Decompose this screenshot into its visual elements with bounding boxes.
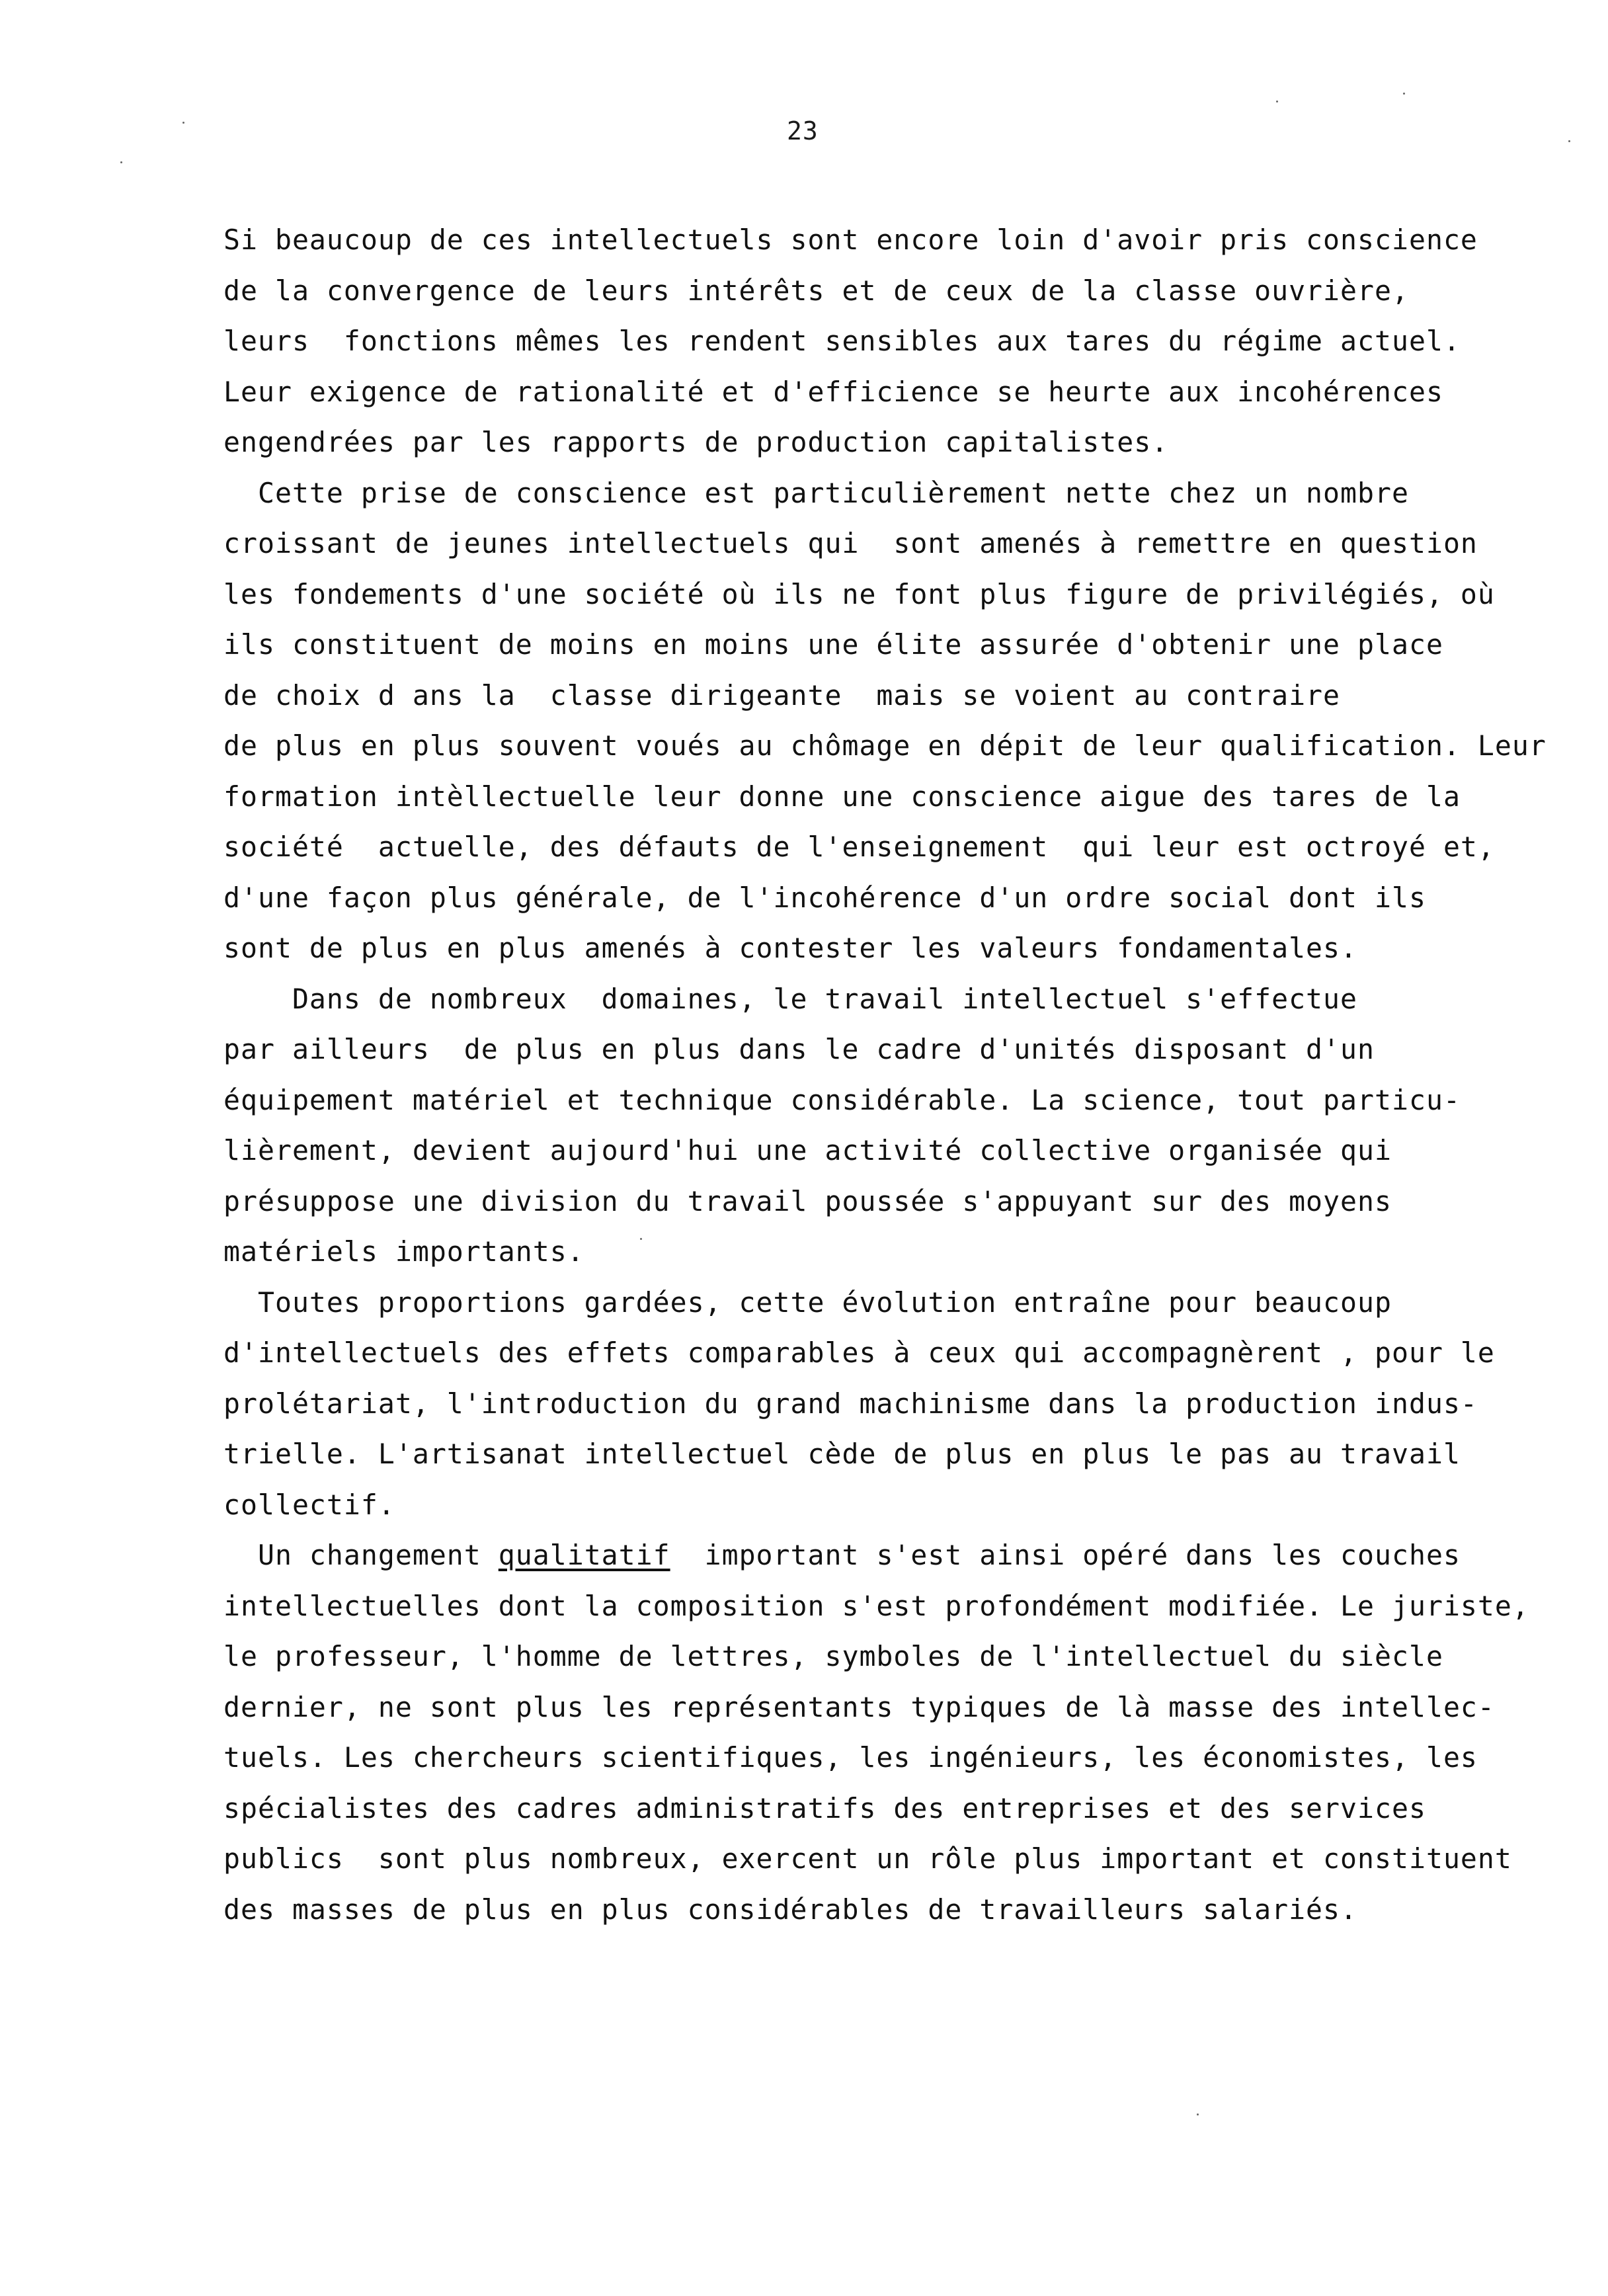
text-line: de plus en plus souvent voués au chômage en dépit de leur qualification. Leur [223, 729, 1547, 762]
text-line: des masses de plus en plus considérables de travailleurs salariés. [223, 1893, 1358, 1926]
scan-speck [640, 1238, 642, 1240]
text-line: par ailleurs de plus en plus dans le cadre d'unités disposant d'un [223, 1033, 1375, 1065]
scan-speck [1568, 140, 1570, 142]
text-line: le professeur, l'homme de lettres, symboles de l'intellectuel du siècle [223, 1640, 1443, 1672]
text-line: lièrement, devient aujourd'hui une activité collective organisée qui [223, 1134, 1392, 1167]
text-line: sont de plus en plus amenés à contester les valeurs fondamentales. [223, 932, 1358, 964]
text-line: d'intellectuels des effets comparables à ceux qui accompagnèrent , pour le [223, 1336, 1495, 1369]
paragraph-4 [223, 1278, 1599, 1531]
text-line: leurs fonctions mêmes les rendent sensibles aux tares du régime actuel. [223, 325, 1461, 357]
page-number: 23 [787, 116, 819, 145]
text-line: les fondements d'une société où ils ne font plus figure de privilégiés, où [223, 577, 1495, 610]
paragraph-3 [223, 974, 1599, 1278]
text-line: tuels. Les chercheurs scientifiques, les ingénieurs, les économistes, les [223, 1741, 1478, 1774]
text-line: prolétariat, l'introduction du grand machinisme dans la production indus- [223, 1387, 1478, 1420]
text-line: Si beaucoup de ces intellectuels sont encore loin d'avoir pris conscience [223, 224, 1478, 256]
text-line: Dans de nombreux domaines, le travail intellectuel s'effectue [223, 982, 1358, 1015]
scan-speck [1403, 93, 1405, 95]
text-line: croissant de jeunes intellectuels qui sont amenés à remettre en question [223, 527, 1478, 559]
text-line: dernier, ne sont plus les représentants typiques de là masse des intellec- [223, 1690, 1495, 1723]
text-line: spécialistes des cadres administratifs des entreprises et des services [223, 1791, 1426, 1824]
text-line: société actuelle, des défauts de l'enseignement qui leur est octroyé et, [223, 831, 1495, 863]
text-line: collectif. [223, 1488, 395, 1521]
text-line: ils constituent de moins en moins une élite assurée d'obtenir une place [223, 628, 1443, 661]
scan-speck [120, 161, 122, 163]
scan-speck [182, 122, 184, 124]
text-line-with-underline [223, 1530, 1599, 1581]
text-line: équipement matériel et technique considérable. La science, tout particu- [223, 1083, 1461, 1116]
line-suffix: important s'est ainsi opéré dans les couches [670, 1539, 1461, 1571]
text-line: engendrées par les rapports de production capitalistes. [223, 426, 1169, 458]
text-line: présuppose une division du travail poussée s'appuyant sur des moyens [223, 1184, 1392, 1217]
line-prefix: Un changement [223, 1539, 499, 1571]
text-line: de choix d ans la classe dirigeante mais se voient au contraire [223, 678, 1341, 712]
text-line: Toutes proportions gardées, cette évolution entraîne pour beaucoup [223, 1286, 1392, 1319]
paragraph-1 [223, 215, 1599, 468]
text-line: matériels importants. [223, 1235, 584, 1268]
text-line: publics sont plus nombreux, exercent un rôle plus important et constituent [223, 1842, 1512, 1875]
paragraph-5 [223, 1530, 1599, 1935]
paragraph-2 [223, 468, 1599, 974]
text-line: de la convergence de leurs intérêts et de ceux de la classe ouvrière, [223, 274, 1409, 307]
text-line: intellectuelles dont la composition s'est profondément modifiée. Le juriste, [223, 1589, 1529, 1622]
scan-speck [1276, 101, 1278, 102]
text-line: Cette prise de conscience est particulièrement nette chez un nombre [223, 476, 1409, 509]
text-line: formation intèllectuelle leur donne une conscience aigue des tares de la [223, 780, 1461, 813]
body-text [223, 215, 1599, 1935]
text-line: d'une façon plus générale, de l'incohérence d'un ordre social dont ils [223, 881, 1426, 914]
text-line: Leur exigence de rationalité et d'efficience se heurte aux incohérences [223, 375, 1443, 408]
text-line: trielle. L'artisanat intellectuel cède de plus en plus le pas au travail [223, 1438, 1461, 1470]
underlined-word: qualitatif [498, 1539, 670, 1571]
scan-speck [1197, 2113, 1199, 2115]
